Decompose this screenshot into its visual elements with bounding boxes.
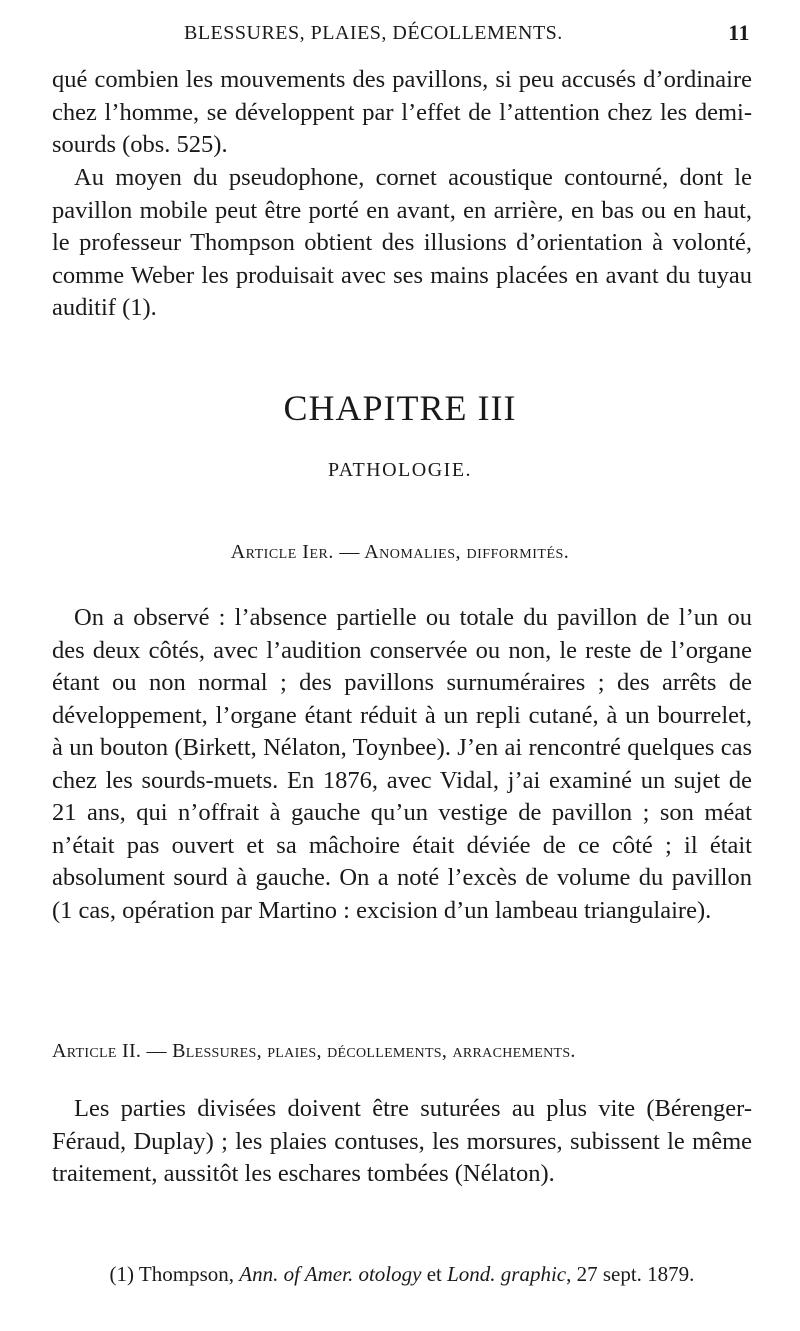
running-title: BLESSURES, PLAIES, DÉCOLLEMENTS. — [184, 22, 563, 44]
page-header — [52, 18, 752, 52]
footnote-date: , 27 sept. 1879. — [566, 1262, 695, 1286]
intro-paragraph-1: qué combien les mouvements des pavillons, si peu accusés d’ordinaire chez l’homme, se développent par l’effet de l’attention chez les demi-sourds (obs. 525). — [52, 66, 752, 158]
page-number: 11 — [728, 20, 750, 45]
footnote — [52, 1262, 752, 1287]
footnote-journal-2: Lond. graphic — [447, 1262, 567, 1286]
section-title: PATHOLOGIE. — [327, 459, 473, 481]
article-1-paragraph: On a observé : l’absence partielle ou totale du pavillon de l’un ou des deux côtés, avec l’audition conservée ou non, le reste de l’organe étant ou non normal ; des pavillons surnuméraires ; des arrêts de développement, l’organe étant réduit à un repli cutané, à un bourrelet, à un bouton (Birkett, Nélaton, Toynbee). J’en ai rencontré quelques cas chez les sourds-muets. En 1876, avec Vidal, j’ai examiné un sujet de 21 ans, qui n’offrait à gauche qu’un vestige de pavillon ; son méat n’était pas ouvert et sa mâchoire était déviée de ce côté ; il était absolument sourd à gauche. On a noté l’excès de volume du pavillon (1 cas, opération par Martino : excision d’un lambeau triangulaire). — [52, 604, 752, 924]
footnote-journal-1: Ann. of Amer. otology — [239, 1262, 422, 1286]
footnote-marker: (1) Thompson, — [109, 1262, 240, 1286]
article-2-paragraph: Les parties divisées doivent être suturées au plus vite (Bérenger-Féraud, Duplay) ; les plaies contuses, les morsures, subissent le même traitement, aussitôt les eschares tombées (Nélaton). — [52, 1095, 752, 1187]
intro-paragraph-2: Au moyen du pseudophone, cornet acoustique contourné, dont le pavillon mobile peut être porté en avant, en arrière, en bas ou en haut, le professeur Thompson obtient des illusions d’orientation à volonté, comme Weber les produisait avec ses mains placées en avant du tuyau auditif (1). — [52, 164, 752, 321]
article-1-heading: Article Ier. — Anomalies, difformités. — [230, 541, 570, 563]
footnote-connector: et — [421, 1262, 448, 1286]
article-2-heading: Article II. — Blessures, plaies, décollements, arrachements. — [52, 1040, 576, 1062]
chapter-title: CHAPITRE III — [283, 388, 517, 428]
